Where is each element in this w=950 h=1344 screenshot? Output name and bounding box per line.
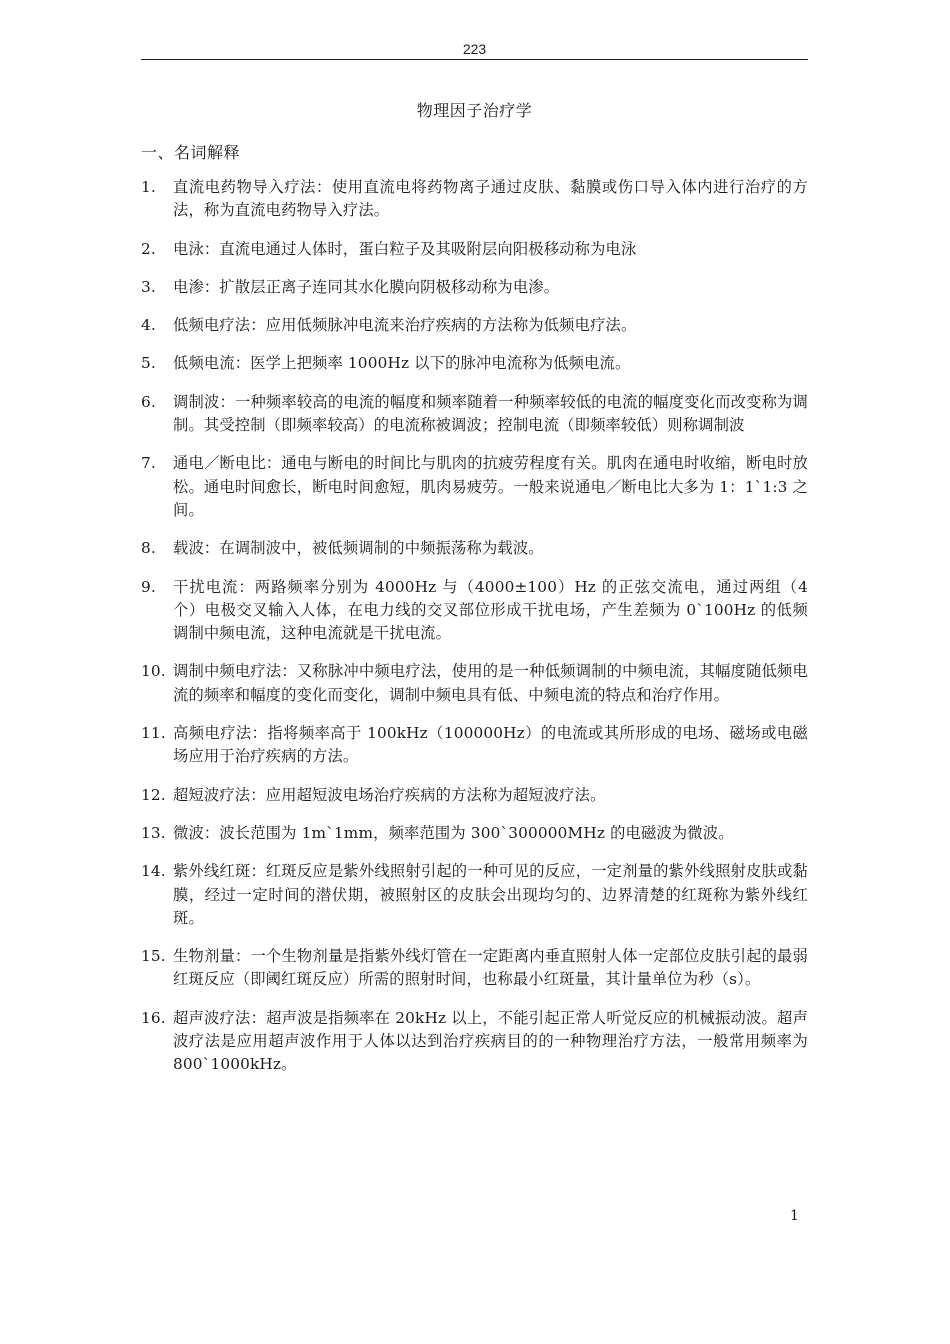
document-title: 物理因子治疗学: [416, 101, 533, 120]
list-item: [141, 314, 808, 337]
list-item-number: 3.: [141, 277, 156, 296]
list-item-text: 生物剂量：一个生物剂量是指紫外线灯管在一定距离内垂直照射人体一定部位皮肤引起的最弱红斑反应（即阈红斑反应）所需的照射时间，也称最小红斑量，其计量单位为秒（s）。: [173, 947, 808, 989]
footer-page-number: 1: [790, 1208, 799, 1224]
list-item: [141, 576, 808, 646]
list-item-number: 15.: [141, 947, 166, 966]
list-item-number: 12.: [141, 785, 166, 804]
list-item-text: 电渗：扩散层正离子连同其水化膜向阴极移动称为电渗。: [173, 277, 560, 296]
list-item-number: 1.: [141, 178, 156, 196]
list-item-text: 超短波疗法：应用超短波电场治疗疾病的方法称为超短波疗法。: [173, 785, 606, 804]
list-item: [141, 176, 808, 223]
list-item-number: 10.: [141, 662, 166, 681]
list-item: [141, 391, 808, 438]
list-item: [141, 452, 808, 522]
list-item-number: 8.: [141, 539, 156, 558]
list-item: [141, 860, 808, 930]
list-item-number: 13.: [141, 823, 166, 842]
term-list: [141, 176, 808, 1092]
list-item: [141, 784, 808, 807]
list-item-text: 调制波：一种频率较高的电流的幅度和频率随着一种频率较低的电流的幅度变化而改变称为调制。其受控制（即频率较高）的电流称被调波；控制电流（即频率较低）则称调制波: [173, 392, 808, 435]
list-item-number: 5.: [141, 354, 156, 373]
header-page-number: 223: [462, 41, 487, 57]
list-item: [141, 945, 808, 992]
list-item-text: 微波：波长范围为 1m`1mm，频率范围为 300`300000MHz 的电磁波为微波。: [173, 823, 734, 842]
list-item-text: 通电／断电比：通电与断电的时间比与肌肉的抗疲劳程度有关。肌肉在通电时收缩，断电时放松。通电时间愈长，断电时间愈短，肌肉易疲劳。一般来说通电／断电比大多为 1：1`1:3 之间。: [173, 454, 808, 519]
list-item: [141, 722, 808, 769]
list-item: [141, 822, 808, 845]
list-item: [141, 238, 808, 261]
list-item-number: 7.: [141, 454, 156, 473]
list-item-text: 紫外线红斑：红斑反应是紫外线照射引起的一种可见的反应，一定剂量的紫外线照射皮肤或黏膜，经过一定时间的潜伏期，被照射区的皮肤会出现均匀的、边界清楚的红斑称为紫外线红斑。: [173, 862, 808, 927]
list-item-text: 直流电药物导入疗法：使用直流电将药物离子通过皮肤、黏膜或伤口导入体内进行治疗的方法，称为直流电药物导入疗法。: [173, 178, 808, 220]
list-item-number: 2.: [141, 239, 156, 258]
list-item-number: 14.: [141, 862, 166, 881]
list-item-text: 电泳：直流电通过人体时，蛋白粒子及其吸附层向阳极移动称为电泳: [173, 239, 637, 258]
list-item-text: 载波：在调制波中，被低频调制的中频振荡称为载波。: [173, 539, 544, 558]
header-rule: [141, 59, 808, 60]
list-item-text: 低频电流：医学上把频率 1000Hz 以下的脉冲电流称为低频电流。: [173, 354, 631, 373]
list-item-number: 6.: [141, 392, 156, 411]
list-item-number: 9.: [141, 577, 156, 596]
list-item-text: 调制中频电疗法：又称脉冲中频电疗法，使用的是一种低频调制的中频电流，其幅度随低频电流的频率和幅度的变化而变化，调制中频电具有低、中频电流的特点和治疗作用。: [173, 662, 808, 704]
list-item: [141, 276, 808, 299]
list-item-text: 低频电疗法：应用低频脉冲电流来治疗疾病的方法称为低频电疗法。: [173, 316, 637, 335]
list-item-text: 高频电疗法：指将频率高于 100kHz（100000Hz）的电流或其所形成的电场、磁场或电磁场应用于治疗疾病的方法。: [173, 724, 808, 766]
list-item-number: 4.: [141, 316, 156, 335]
section-heading: 一、名词解释: [141, 143, 241, 162]
list-item: [141, 352, 808, 375]
list-item-number: 11.: [141, 724, 166, 743]
list-item: [141, 537, 808, 560]
list-item: [141, 660, 808, 707]
list-item-text: 干扰电流：两路频率分别为 4000Hz 与（4000±100）Hz 的正弦交流电，通过两组（4 个）电极交叉输入人体，在电力线的交叉部位形成干扰电场，产生差频为 0`100Hz 的低频调制中频电流，这种电流就是干扰电流。: [173, 577, 808, 643]
list-item-number: 16.: [141, 1008, 166, 1027]
list-item: [141, 1007, 808, 1077]
list-item-text: 超声波疗法：超声波是指频率在 20kHz 以上，不能引起正常人听觉反应的机械振动波。超声波疗法是应用超声波作用于人体以达到治疗疾病目的的一种物理治疗方法，一般常用频率为 800`1000kHz。: [173, 1008, 808, 1074]
